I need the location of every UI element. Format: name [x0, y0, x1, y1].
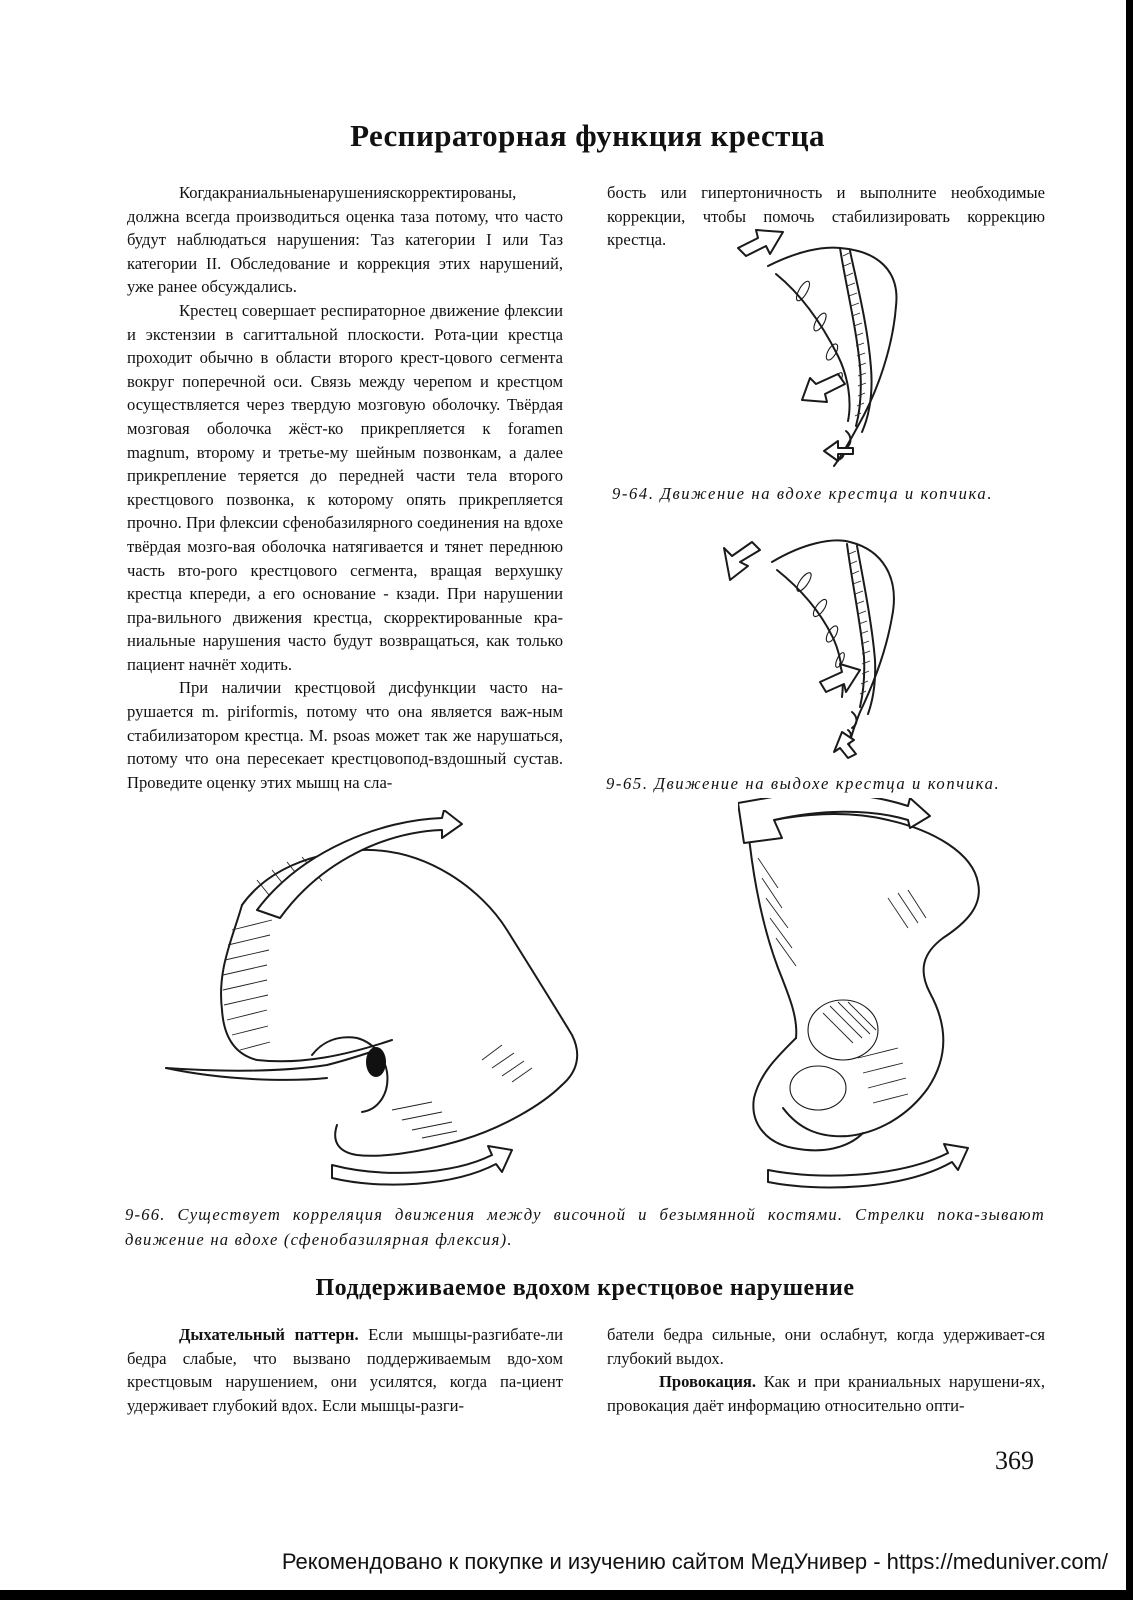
paragraph-body: Как и при краниальных нарушени-ях, провокация даёт информацию относительно опти- [607, 1372, 1045, 1415]
run-in-heading: Дыхательный паттерн. [179, 1325, 359, 1344]
left-column-text [127, 181, 563, 794]
sacrum-inhale-illustration [728, 226, 928, 474]
left-column-text [127, 1323, 563, 1417]
paragraph: При наличии крестцовой дисфункции часто на-рушается m. piriformis, потому что она является важ-ным стабилизатором крестца. M. psoas может так же нарушаться, потому что она пересекает крестцовопод-вздошный сустав. Проведите оценку этих мышц на сла- [127, 678, 563, 792]
paragraph: Когдакраниальныенарушенияскорректированы, должна всегда производиться оценка таза потому, что часто будут наблюдаться нарушения: Таз категории I или Таз категории II. Обследование и коррекция этих нарушений, уже ранее обсуждались. [127, 183, 563, 297]
figure-caption: 9-65. Движение на выдохе крестца и копчика. [606, 774, 1001, 793]
paragraph: Крестец совершает респираторное движение флексии и экстензии в сагиттальной плоскости. Рота-ции крестца проходит обычно в области второго крест-цового сегмента вокруг поперечной оси. Связь между черепом и крестцом осуществляется через твердую мозговую оболочку. Твёрдая мозговая оболочка жёст-ко прикрепляется к foramen magnum, второму и третье-му шейным позвонкам, а далее прикрепление теряется до передней части тела второго крестцового позвонка, к которому опять прикрепляется прочно. При флексии сфенобазилярного соединения на вдохе твёрдая мозго-вая оболочка натягивается и тянет переднюю часть вто-рого крестцового сегмента, вращая верхушку крестца кпереди, а его основание - кзади. При нарушении пра-вильного движения крестца, скорректированные кра-ниальные нарушения часто будут возвращаться, как только пациент начнёт ходить. [127, 300, 563, 674]
bottom-edge-rule [0, 1590, 1133, 1600]
figure-caption: 9-64. Движение на вдохе крестца и копчика. [612, 484, 994, 503]
section-heading: Поддерживаемое вдохом крестцовое нарушение [315, 1275, 855, 1301]
run-in-heading: Провокация. [659, 1372, 757, 1392]
paragraph [127, 1323, 563, 1417]
paragraph: бость или гипертоничность и выполните необходимые коррекции, чтобы помочь стабилизировать коррекцию крестца. [607, 183, 1045, 250]
footer-recommendation: Рекомендовано к покупке и изучению сайтом МедУнивер - https://meduniver.com/ [281, 1549, 1108, 1574]
paragraph-body: Если мышцы-разгибате-ли бедра слабые, что вызвано поддерживаемым вдо-хом крестцовым нарушением, они усилятся, когда па-циент удерживает глубокий вдох. Если мышцы-разги- [127, 1325, 563, 1415]
sacrum-exhale-illustration [722, 532, 922, 760]
right-edge-rule [1126, 0, 1133, 1600]
innominate-bone-illustration [738, 798, 1000, 1193]
page-title: Респираторная функция крестца [350, 118, 825, 153]
figure-caption: 9-66. Существует корреляция движения между височной и безымянной костями. Стрелки пока-зывают движение на вдохе (сфенобазилярная флексия). [125, 1205, 1045, 1249]
paragraph [607, 1370, 1045, 1417]
page-number: 369 [995, 1446, 1034, 1475]
paragraph: батели бедра сильные, они ослабнут, когда удерживает-ся глубокий выдох. [607, 1325, 1045, 1368]
right-column-text [607, 1323, 1045, 1417]
temporal-bone-illustration [162, 810, 602, 1193]
